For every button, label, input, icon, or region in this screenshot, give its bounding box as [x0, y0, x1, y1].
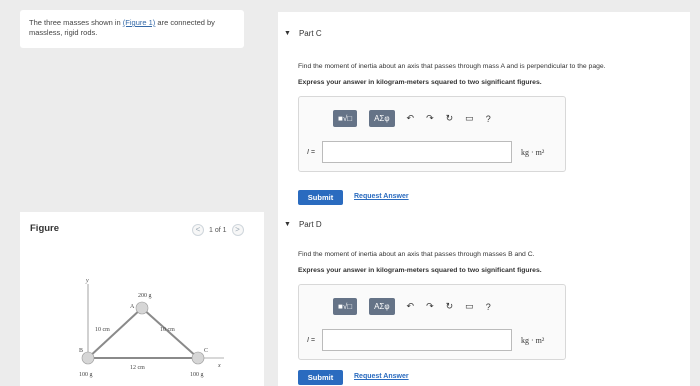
point-b-label: B	[79, 348, 84, 354]
part-d-request-answer-link[interactable]: Request Answer	[354, 373, 409, 380]
part-c-header[interactable]	[284, 29, 322, 38]
problem-text-before: The three masses shown in	[29, 18, 123, 27]
part-c-submit-button[interactable]: Submit	[298, 190, 343, 205]
masses-diagram	[76, 264, 226, 386]
help-icon[interactable]: ?	[485, 113, 491, 124]
symbols-button[interactable]: ΑΣφ	[369, 110, 394, 127]
answer-unit: kg · m²	[521, 147, 545, 157]
answer-unit: kg · m²	[521, 335, 545, 345]
problem-text-after: are connected by massless, rigid rods.	[29, 18, 215, 37]
mass-a	[136, 302, 148, 314]
collapse-caret-icon[interactable]: ▼	[284, 30, 291, 37]
keyboard-icon[interactable]: ▭	[465, 301, 474, 311]
mass-b	[82, 352, 94, 364]
rod-ab	[88, 308, 142, 358]
problem-statement	[20, 10, 244, 48]
part-d-question: Find the moment of inertia about an axis that passes through masses B and C.	[298, 251, 535, 258]
axis-y-label: y	[86, 278, 89, 284]
figure-link[interactable]: (Figure 1)	[122, 18, 156, 27]
templates-button[interactable]: ■√□	[333, 298, 357, 315]
part-c-instruction: Express your answer in kilogram-meters squared to two significant figures.	[298, 79, 542, 86]
part-c-answer-row	[307, 141, 544, 163]
undo-icon[interactable]: ↶	[406, 113, 415, 123]
help-icon[interactable]: ?	[485, 301, 491, 312]
rod-ab-length: 10 cm	[95, 327, 110, 333]
reset-icon[interactable]: ↻	[445, 113, 454, 123]
redo-icon[interactable]: ↷	[426, 301, 434, 311]
parts-panel	[278, 12, 690, 386]
pager-count: 1 of 1	[209, 226, 227, 234]
mass-b-label: 100 g	[79, 372, 93, 378]
part-d-submit-button[interactable]: Submit	[298, 370, 343, 385]
reset-icon[interactable]: ↻	[445, 301, 454, 311]
part-d-answer-box	[298, 284, 566, 360]
answer-variable-label: I =	[307, 148, 315, 156]
part-c-label: Part C	[298, 29, 322, 38]
part-c-answer-input[interactable]	[322, 141, 512, 163]
answer-variable-label: I =	[307, 336, 315, 344]
figure-title: Figure	[30, 223, 60, 234]
figure-pager	[192, 224, 244, 236]
rod-ac-length: 10 cm	[160, 327, 175, 333]
part-d-instruction: Express your answer in kilogram-meters squared to two significant figures.	[298, 267, 542, 274]
part-d-header[interactable]	[284, 220, 322, 229]
part-d-label: Part D	[298, 220, 322, 229]
keyboard-icon[interactable]: ▭	[465, 113, 474, 123]
next-figure-button[interactable]: >	[232, 224, 244, 236]
collapse-caret-icon[interactable]: ▼	[284, 221, 291, 228]
part-c-toolbar	[333, 110, 491, 127]
part-d-answer-row	[307, 329, 544, 351]
mass-a-label: 200 g	[138, 293, 152, 299]
mass-c	[192, 352, 204, 364]
part-d-answer-input[interactable]	[322, 329, 512, 351]
undo-icon[interactable]: ↶	[406, 301, 415, 311]
part-c-question: Find the moment of inertia about an axis that passes through mass A and is perpendicular to the page.	[298, 63, 606, 70]
symbols-button[interactable]: ΑΣφ	[369, 298, 394, 315]
point-a-label: A	[130, 304, 135, 310]
redo-icon[interactable]: ↷	[426, 113, 434, 123]
templates-button[interactable]: ■√□	[333, 110, 357, 127]
part-c-answer-box	[298, 96, 566, 172]
rod-bc-length: 12 cm	[130, 365, 145, 371]
figure-panel	[20, 212, 264, 386]
rod-ac	[142, 308, 198, 358]
mass-c-label: 100 g	[190, 372, 204, 378]
point-c-label: C	[204, 348, 209, 354]
axis-x-label: x	[218, 363, 221, 369]
prev-figure-button[interactable]: <	[192, 224, 204, 236]
part-c-request-answer-link[interactable]: Request Answer	[354, 193, 409, 200]
part-d-toolbar	[333, 298, 491, 315]
